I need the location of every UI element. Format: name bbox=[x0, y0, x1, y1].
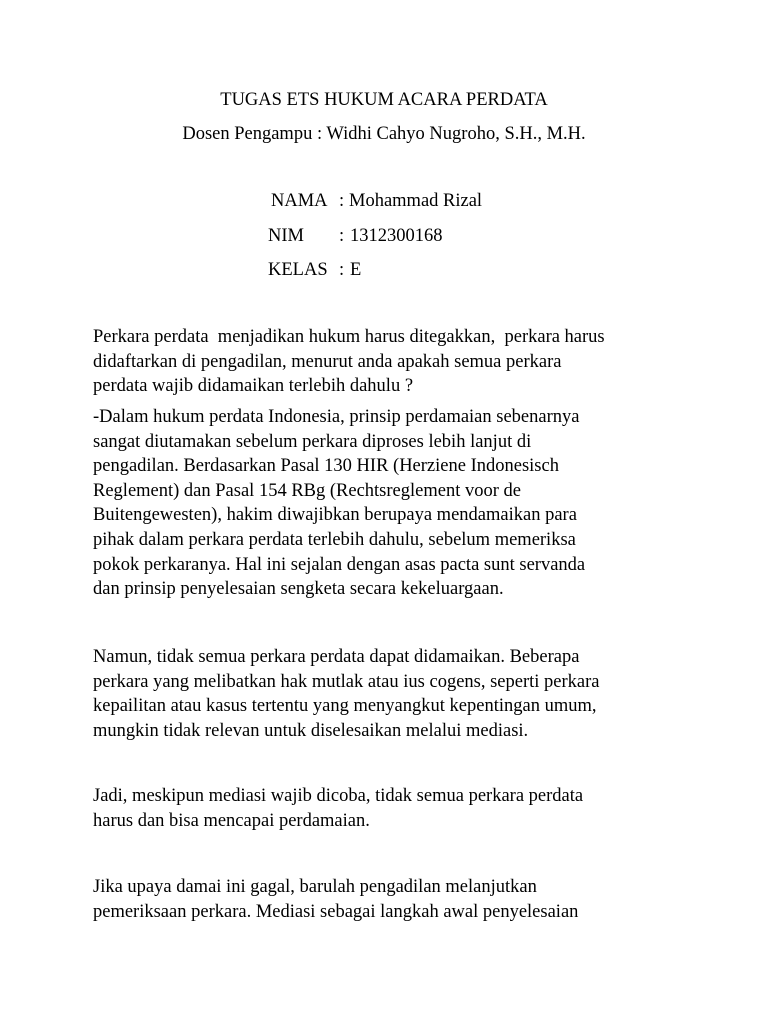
nama-separator: : bbox=[339, 191, 345, 211]
answer-paragraph-2 bbox=[93, 645, 683, 743]
paragraph-line: perkara yang melibatkan hak mutlak atau ius cogens, seperti perkara bbox=[93, 671, 600, 692]
kelas-label: KELAS bbox=[268, 260, 328, 280]
nim-separator: : bbox=[339, 226, 345, 246]
lecturer-line: Dosen Pengampu : Widhi Cahyo Nugroho, S.H., M.H. bbox=[182, 124, 586, 144]
nim-label: NIM bbox=[268, 226, 304, 246]
question-line: didaftarkan di pengadilan, menurut anda apakah semua perkara bbox=[93, 351, 562, 372]
paragraph-line: kepailitan atau kasus tertentu yang menyangkut kepentingan umum, bbox=[93, 696, 597, 717]
paragraph-line: Buitengewesten), hakim diwajibkan berupaya mendamaikan para bbox=[93, 505, 577, 526]
paragraph-line: Jadi, meskipun mediasi wajib dicoba, tidak semua perkara perdata bbox=[93, 786, 584, 806]
paragraph-line: pihak dalam perkara perdata terlebih dahulu, sebelum memeriksa bbox=[93, 529, 576, 550]
paragraph-line: Namun, tidak semua perkara perdata dapat didamaikan. Beberapa bbox=[93, 647, 580, 667]
paragraph-line: pemeriksaan perkara. Mediasi sebagai langkah awal penyelesaian bbox=[93, 901, 579, 922]
paragraph-line: Jika upaya damai ini gagal, barulah pengadilan melanjutkan bbox=[93, 877, 537, 897]
paragraph-line: harus dan bisa mencapai perdamaian. bbox=[93, 810, 370, 831]
paragraph-line: dan prinsip penyelesaian sengketa secara kekeluargaan. bbox=[93, 579, 504, 600]
question-line: perdata wajib didamaikan terlebih dahulu ? bbox=[93, 376, 414, 397]
question-paragraph bbox=[93, 325, 683, 399]
paragraph-line: mungkin tidak relevan untuk diselesaikan melalui mediasi. bbox=[93, 720, 529, 741]
nama-label: NAMA bbox=[271, 191, 328, 211]
paragraph-line: Reglement) dan Pasal 154 RBg (Rechtsreglement voor de bbox=[93, 480, 521, 501]
paragraph-line: pengadilan. Berdasarkan Pasal 130 HIR (Herziene Indonesisch bbox=[93, 456, 559, 477]
document-title: TUGAS ETS HUKUM ACARA PERDATA bbox=[220, 90, 548, 110]
paragraph-line: sangat diutamakan sebelum perkara diproses lebih lanjut di bbox=[93, 431, 532, 452]
answer-paragraph-1 bbox=[93, 405, 683, 602]
answer-paragraph-3 bbox=[93, 784, 683, 833]
kelas-value: E bbox=[350, 260, 362, 280]
answer-paragraph-4 bbox=[93, 875, 683, 924]
paragraph-line: -Dalam hukum perdata Indonesia, prinsip perdamaian sebenarnya bbox=[93, 407, 580, 427]
question-line: Perkara perdata menjadikan hukum harus ditegakkan, perkara harus bbox=[93, 327, 605, 347]
paragraph-line: pokok perkaranya. Hal ini sejalan dengan asas pacta sunt servanda bbox=[93, 554, 586, 575]
nama-value: Mohammad Rizal bbox=[349, 191, 483, 211]
nim-value: 1312300168 bbox=[350, 226, 443, 246]
kelas-separator: : bbox=[339, 260, 345, 280]
